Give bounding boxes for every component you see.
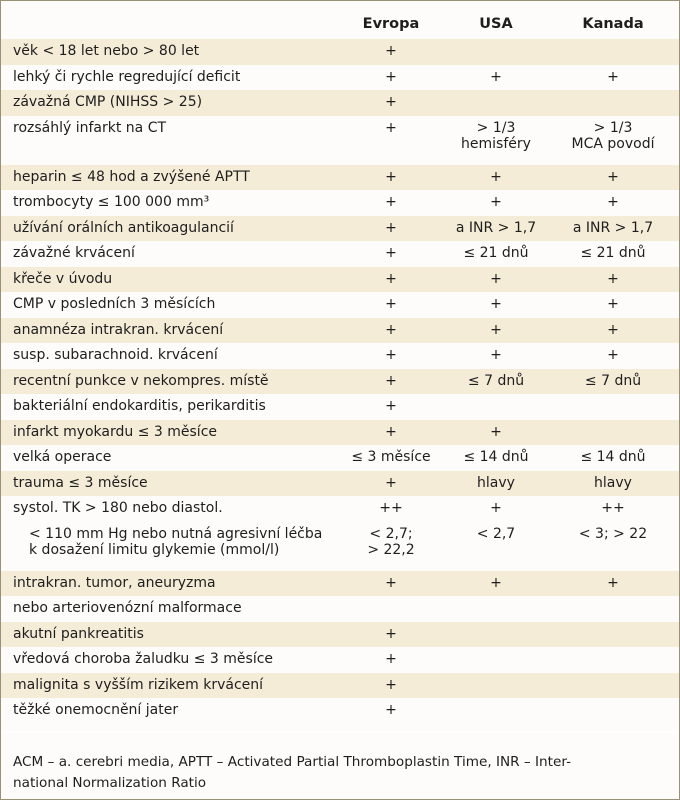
cell-evropa-value: + xyxy=(385,270,397,287)
cell-usa-value: ≤ 7 dnů xyxy=(467,372,525,389)
cell-kanada xyxy=(557,347,669,363)
cell-kanada xyxy=(557,271,669,287)
row-label-line: < 110 mm Hg nebo nutná agresivní léčba xyxy=(29,525,323,542)
cell-kanada-value: + xyxy=(607,321,619,338)
cell-usa xyxy=(445,449,547,465)
cell-kanada-value: > 1/3 xyxy=(593,119,633,136)
cell-usa xyxy=(445,120,547,152)
cell-evropa xyxy=(343,245,439,261)
cell-evropa xyxy=(343,373,439,389)
table-row xyxy=(1,165,679,191)
cell-evropa-value: + xyxy=(385,119,397,136)
cell-kanada-value: ≤ 21 dnů xyxy=(580,245,646,261)
row-label-line: závažná CMP (NIHSS > 25) xyxy=(13,94,203,110)
cell-evropa xyxy=(343,449,439,465)
cell-kanada xyxy=(557,449,669,465)
row-label xyxy=(13,600,242,616)
table-header xyxy=(1,1,679,39)
cell-evropa xyxy=(343,702,439,718)
row-label xyxy=(13,347,218,363)
cell-usa xyxy=(445,69,547,85)
row-label-line: trombocyty ≤ 100 000 mm³ xyxy=(13,194,210,210)
cell-evropa-value: + xyxy=(385,398,397,414)
cell-kanada xyxy=(557,373,669,389)
row-label-line: akutní pankreatitis xyxy=(13,625,144,642)
table-row xyxy=(1,698,679,724)
row-label-line: trauma ≤ 3 měsíce xyxy=(13,474,148,491)
cell-usa-value: a INR > 1,7 xyxy=(455,219,537,236)
cell-evropa-value: ++ xyxy=(379,500,403,516)
cell-evropa xyxy=(343,347,439,363)
cell-evropa-value: + xyxy=(385,68,397,85)
row-label-line: lehký či rychle regredující deficit xyxy=(13,68,241,85)
cell-kanada xyxy=(557,220,669,236)
table-row xyxy=(1,445,679,471)
cell-usa-value: > 1/3 xyxy=(476,119,516,136)
header-evropa: Evropa xyxy=(362,16,420,32)
cell-kanada xyxy=(557,475,669,491)
cell-kanada-value: ≤ 14 dnů xyxy=(580,449,646,465)
cell-evropa xyxy=(343,296,439,312)
cell-evropa-value: + xyxy=(385,423,397,440)
cell-evropa-value: + xyxy=(385,372,397,389)
row-label-line: bakteriální endokarditis, perikarditis xyxy=(13,398,266,414)
cell-evropa xyxy=(343,94,439,110)
table-row xyxy=(1,267,679,293)
row-label xyxy=(13,677,263,693)
cell-usa xyxy=(445,373,547,389)
cell-evropa xyxy=(343,120,439,136)
cell-kanada-value: ++ xyxy=(601,500,625,516)
cell-usa-value: + xyxy=(490,68,502,85)
cell-evropa-value: + xyxy=(385,676,397,693)
cell-usa-value: ≤ 21 dnů xyxy=(463,245,529,261)
footnote-line-2: national Normalization Ratio xyxy=(13,775,207,791)
row-label-line: systol. TK > 180 nebo diastol. xyxy=(13,500,223,516)
cell-evropa-value: + xyxy=(385,347,397,363)
cell-usa-value: + xyxy=(490,574,502,591)
cell-evropa-value: + xyxy=(385,168,397,185)
row-label-line: věk < 18 let nebo > 80 let xyxy=(13,43,200,59)
cell-usa xyxy=(445,500,547,516)
cell-kanada-value: a INR > 1,7 xyxy=(572,219,654,236)
row-label xyxy=(13,169,250,185)
table-row xyxy=(1,343,679,369)
cell-usa xyxy=(445,296,547,312)
table-row xyxy=(1,216,679,242)
cell-evropa xyxy=(343,398,439,414)
cell-usa xyxy=(445,220,547,236)
row-label-line: recentní punkce v nekompres. místě xyxy=(13,372,269,389)
cell-usa-value: + xyxy=(490,270,502,287)
cell-kanada xyxy=(557,245,669,261)
table-row xyxy=(1,39,679,65)
row-label-line: rozsáhlý infarkt na CT xyxy=(13,119,167,136)
cell-evropa-value: ≤ 3 měsíce xyxy=(351,449,431,465)
row-label-line: závažné krvácení xyxy=(13,245,135,261)
cell-evropa xyxy=(343,475,439,491)
cell-usa xyxy=(445,575,547,591)
cell-kanada xyxy=(557,500,669,516)
cell-usa-value: + xyxy=(490,321,502,338)
cell-kanada xyxy=(557,526,669,542)
row-label-line: anamnéza intrakran. krvácení xyxy=(13,321,224,338)
row-label-line: susp. subarachnoid. krvácení xyxy=(13,347,218,363)
row-label-line: velká operace xyxy=(13,449,112,465)
cell-evropa xyxy=(343,575,439,591)
cell-usa-value: + xyxy=(490,194,502,210)
row-label-line: užívání orálních antikoagulancií xyxy=(13,219,234,236)
row-label xyxy=(13,120,166,136)
row-label xyxy=(13,94,202,110)
cell-usa xyxy=(445,271,547,287)
row-label xyxy=(13,500,223,516)
row-label-line: heparin ≤ 48 hod a zvýšené APTT xyxy=(13,168,250,185)
cell-evropa-value: + xyxy=(385,219,397,236)
table-row xyxy=(1,522,679,571)
row-label xyxy=(13,373,269,389)
header-kanada: Kanada xyxy=(582,16,644,32)
row-label xyxy=(13,69,240,85)
row-label-line: k dosažení limitu glykemie (mmol/l) xyxy=(29,541,280,558)
table-footnote xyxy=(13,752,663,794)
cell-evropa xyxy=(343,194,439,210)
table-row xyxy=(1,292,679,318)
cell-usa-value: + xyxy=(490,500,502,516)
cell-usa-value: < 2,7 xyxy=(476,525,516,542)
row-label xyxy=(13,575,216,591)
cell-evropa-value: + xyxy=(385,43,397,59)
cell-evropa xyxy=(343,322,439,338)
table-row xyxy=(1,318,679,344)
cell-evropa-value: + xyxy=(385,625,397,642)
table-row xyxy=(1,673,679,699)
cell-kanada-value: + xyxy=(607,347,619,363)
cell-kanada-value: ≤ 7 dnů xyxy=(584,372,642,389)
cell-kanada-value: + xyxy=(607,296,619,312)
cell-usa xyxy=(445,322,547,338)
cell-evropa-value: + xyxy=(385,321,397,338)
cell-usa xyxy=(445,424,547,440)
cell-kanada xyxy=(557,575,669,591)
row-label xyxy=(13,449,111,465)
row-label xyxy=(13,626,144,642)
header-usa: USA xyxy=(479,16,513,32)
cell-usa-value: ≤ 14 dnů xyxy=(463,449,529,465)
cell-kanada-value: + xyxy=(607,574,619,591)
cell-kanada-value: MCA povodí xyxy=(571,135,655,152)
cell-usa xyxy=(445,475,547,491)
cell-evropa xyxy=(343,651,439,667)
row-label xyxy=(13,424,217,440)
cell-evropa-value: + xyxy=(385,245,397,261)
cell-usa-value: hemisféry xyxy=(461,135,531,152)
footnote-line-1: ACM – a. cerebri media, APTT – Activated Partial Thromboplastin Time, INR – Inter- xyxy=(13,754,571,770)
cell-usa-value: + xyxy=(490,168,502,185)
cell-kanada xyxy=(557,169,669,185)
cell-evropa-value: < 2,7; xyxy=(369,525,413,542)
row-label-line: infarkt myokardu ≤ 3 měsíce xyxy=(13,423,218,440)
table-row xyxy=(1,420,679,446)
table-row xyxy=(1,241,679,267)
cell-usa xyxy=(445,347,547,363)
table-row xyxy=(1,190,679,216)
table-row xyxy=(1,596,679,622)
cell-evropa xyxy=(343,220,439,236)
cell-evropa xyxy=(343,169,439,185)
table-row xyxy=(1,571,679,597)
table-row xyxy=(1,394,679,420)
table-row xyxy=(1,369,679,395)
footer-divider xyxy=(1,732,679,733)
row-label xyxy=(13,398,266,414)
cell-evropa-value: > 22,2 xyxy=(367,541,415,558)
cell-usa-value: + xyxy=(490,423,502,440)
cell-usa xyxy=(445,245,547,261)
cell-evropa-value: + xyxy=(385,296,397,312)
cell-evropa-value: + xyxy=(385,94,397,110)
table-row xyxy=(1,116,679,165)
row-label-line: malignita s vyšším rizikem krvácení xyxy=(13,676,264,693)
table-row xyxy=(1,65,679,91)
cell-kanada-value: + xyxy=(607,68,619,85)
cell-usa xyxy=(445,194,547,210)
row-label xyxy=(29,526,322,558)
cell-kanada xyxy=(557,194,669,210)
row-label xyxy=(13,271,112,287)
cell-kanada xyxy=(557,296,669,312)
row-label-line: křeče v úvodu xyxy=(13,270,113,287)
cell-evropa-value: + xyxy=(385,194,397,210)
cell-kanada xyxy=(557,120,669,152)
cell-usa xyxy=(445,169,547,185)
row-label xyxy=(13,651,273,667)
table-row xyxy=(1,90,679,116)
cell-kanada xyxy=(557,322,669,338)
row-label-line: vředová choroba žaludku ≤ 3 měsíce xyxy=(13,651,274,667)
row-label xyxy=(13,702,178,718)
cell-kanada-value: + xyxy=(607,168,619,185)
cell-evropa-value: + xyxy=(385,651,397,667)
cell-usa xyxy=(445,526,547,542)
cell-evropa xyxy=(343,424,439,440)
table-row xyxy=(1,647,679,673)
row-label xyxy=(13,475,148,491)
cell-evropa xyxy=(343,526,439,558)
cell-usa-value: hlavy xyxy=(477,474,515,491)
cell-kanada-value: < 3; > 22 xyxy=(578,525,648,542)
row-label xyxy=(13,220,234,236)
table-row xyxy=(1,622,679,648)
row-label-line: nebo arteriovenózní malformace xyxy=(13,600,242,616)
row-label xyxy=(13,194,209,210)
row-label-line: intrakran. tumor, aneuryzma xyxy=(13,574,216,591)
cell-evropa-value: + xyxy=(385,474,397,491)
cell-evropa xyxy=(343,500,439,516)
cell-evropa xyxy=(343,69,439,85)
cell-evropa xyxy=(343,626,439,642)
cell-kanada-value: + xyxy=(607,270,619,287)
cell-usa-value: + xyxy=(490,347,502,363)
cell-evropa-value: + xyxy=(385,574,397,591)
cell-kanada-value: hlavy xyxy=(594,474,632,491)
table-body xyxy=(1,39,679,724)
cell-evropa xyxy=(343,43,439,59)
cell-evropa xyxy=(343,271,439,287)
row-label xyxy=(13,322,223,338)
row-label xyxy=(13,296,215,312)
cell-kanada-value: + xyxy=(607,194,619,210)
row-label-line: těžké onemocnění jater xyxy=(13,702,179,718)
table-row xyxy=(1,496,679,522)
row-label xyxy=(13,43,199,59)
table-row xyxy=(1,471,679,497)
row-label-line: CMP v posledních 3 měsících xyxy=(13,296,216,312)
cell-evropa-value: + xyxy=(385,702,397,718)
row-label xyxy=(13,245,135,261)
cell-evropa xyxy=(343,677,439,693)
cell-kanada xyxy=(557,69,669,85)
cell-usa-value: + xyxy=(490,296,502,312)
